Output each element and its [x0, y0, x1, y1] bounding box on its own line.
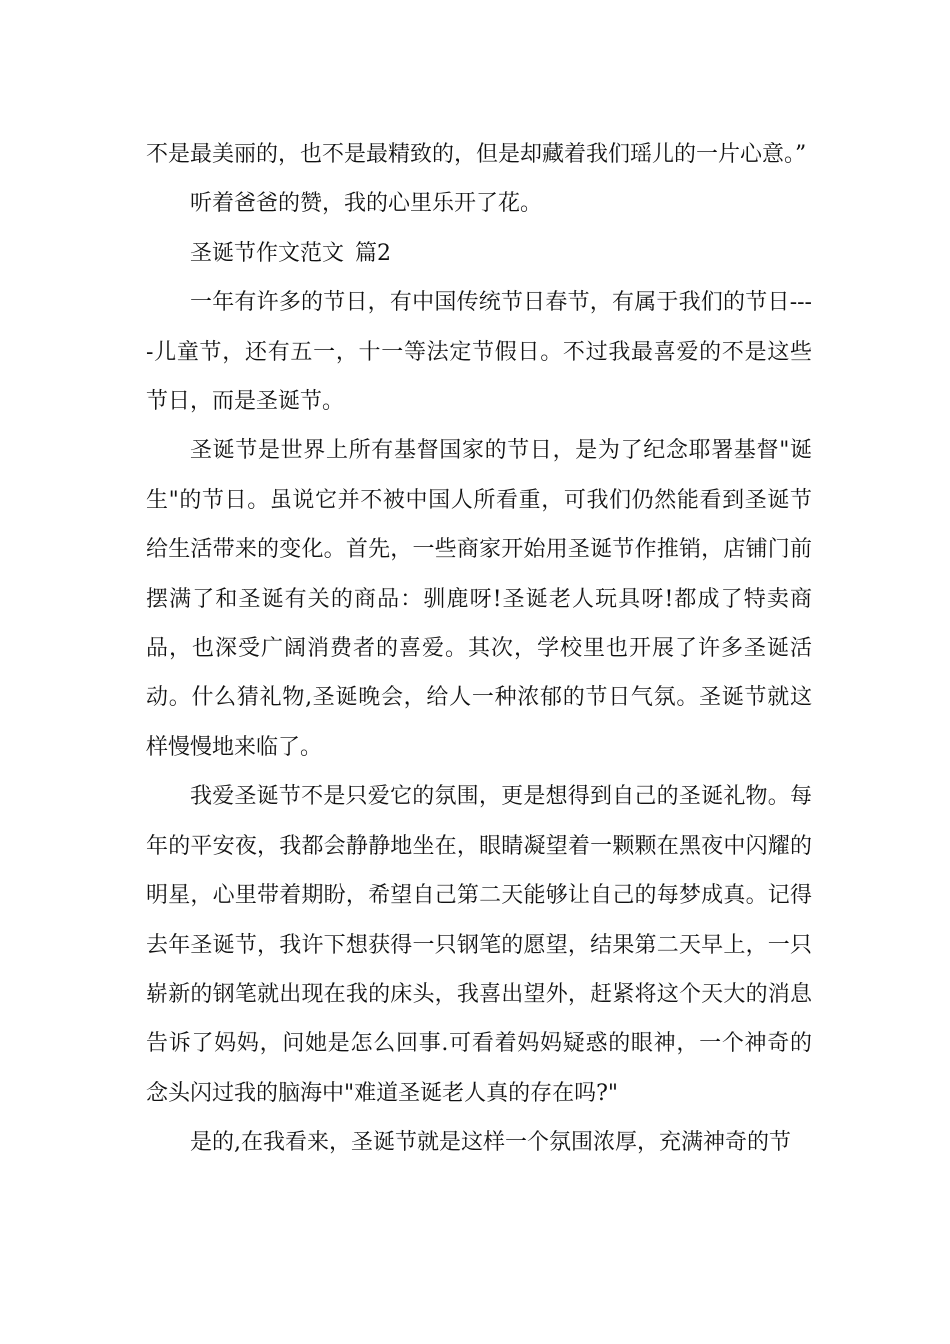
document-body	[146, 130, 812, 1168]
section-title	[146, 229, 812, 278]
paragraph-christmas-gift: 我爱圣诞节不是只爱它的氛围，更是想得到自己的圣诞礼物。每年的平安夜，我都会静静地坐在，眼睛凝望着一颗颗在黑夜中闪耀的明星，心里带着期盼，希望自己第二天能够让自己的每梦成真。记得去年圣诞节，我许下想获得一只钢笔的愿望，结果第二天早上，一只崭新的钢笔就出现在我的床头，我喜出望外，赶紧将这个天大的消息告诉了妈妈，问她是怎么回事.可看着妈妈疑惑的眼神，一个神奇的念头闪过我的脑海中"难道圣诞老人真的存在吗?"	[146, 784, 812, 1106]
paragraph-christmas-conclusion: 是的,在我看来，圣诞节就是这样一个氛围浓厚，充满神奇的节	[190, 1130, 791, 1156]
section-number: 篇2	[355, 240, 392, 266]
paragraph-closing-quote: 不是最美丽的，也不是最精致的，但是却藏着我们瑶儿的一片心意。”	[146, 142, 807, 167]
paragraph-dad-praise: 听着爸爸的赞，我的心里乐开了花。	[190, 191, 543, 217]
section-title-text: 圣诞节作文范文	[190, 240, 345, 266]
paragraph-christmas-description: 圣诞节是世界上所有基督国家的节日，是为了纪念耶署基督"诞生"的节日。虽说它并不被中国人所看重，可我们仍然能看到圣诞节给生活带来的变化。首先，一些商家开始用圣诞节作推销，店铺门前摆满了和圣诞有关的商品：驯鹿呀!圣诞老人玩具呀!都成了特卖商品，也深受广阔消费者的喜爱。其次，学校里也开展了许多圣诞活动。什么猜礼物,圣诞晚会，给人一种浓郁的节日气氛。圣诞节就这样慢慢地来临了。	[146, 438, 812, 760]
paragraph-festivals-intro: 一年有许多的节日，有中国传统节日春节，有属于我们的节日----儿童节，还有五一，十一等法定节假日。不过我最喜爱的不是这些节日，而是圣诞节。	[146, 290, 812, 415]
